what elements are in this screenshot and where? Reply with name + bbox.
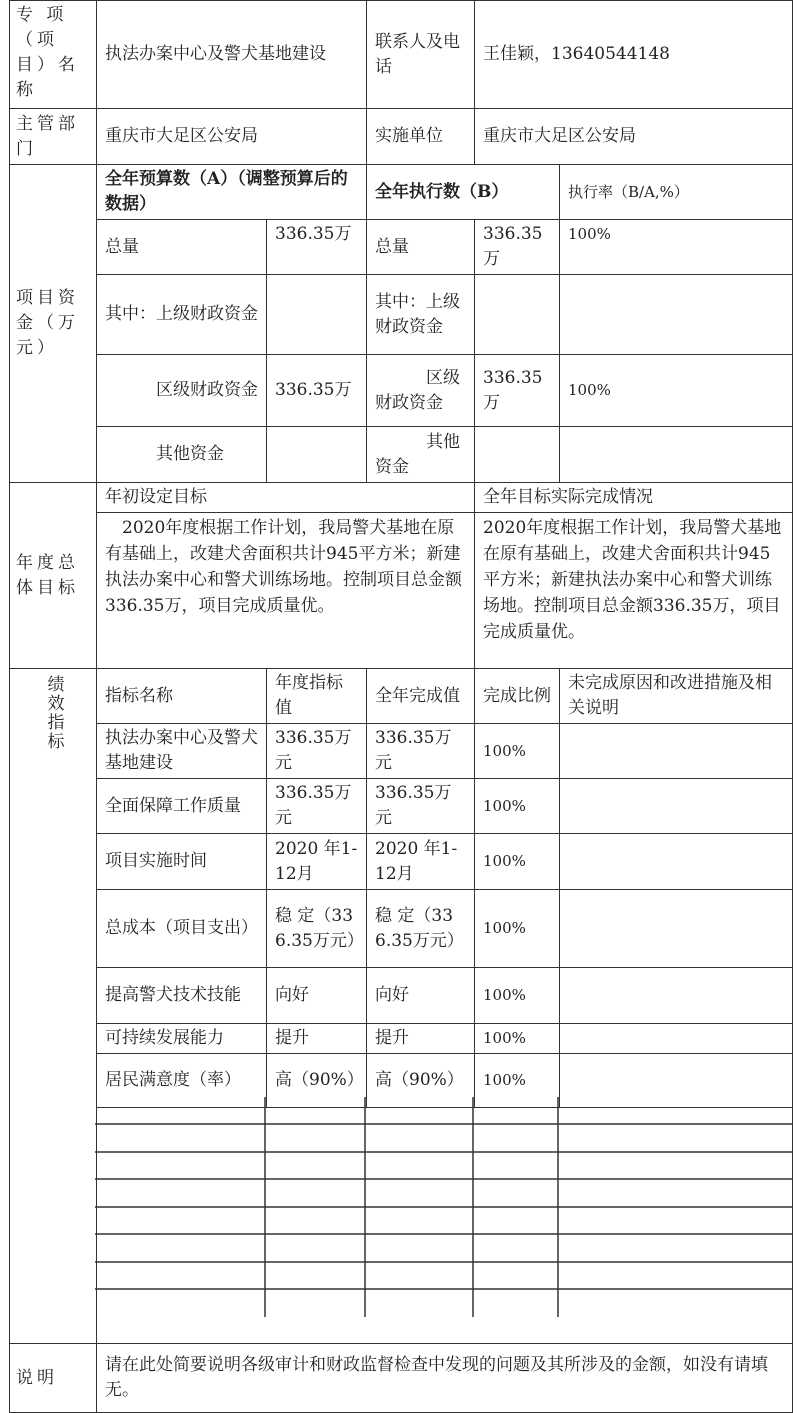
funds-upper-a [267, 275, 367, 355]
ind-row-6-name: 可持续发展能力 [97, 1024, 267, 1054]
ind-row-7-ratio: 100% [475, 1054, 560, 1108]
exec-header: 全年执行数（B） [367, 165, 560, 220]
ind-row-3-name: 项目实施时间 [97, 834, 267, 890]
ind-header-target: 年度指标值 [267, 669, 367, 724]
contact-label: 联系人及电话 [367, 1, 475, 109]
funds-district-label-b: 区级财政资金 [367, 355, 475, 427]
ind-row-6-ratio: 100% [475, 1024, 560, 1054]
funds-upper-label-a: 其中：上级财政资金 [97, 275, 267, 355]
ind-header-name: 指标名称 [97, 669, 267, 724]
project-name-value: 执法办案中心及警犬基地建设 [97, 1, 367, 109]
ind-row-4-note [560, 890, 793, 968]
goals-label: 年度总体目标 [10, 483, 97, 669]
funds-label: 项目资金（万元） [10, 165, 97, 483]
ind-row-4-actual: 稳 定（336.35万元） [367, 890, 475, 968]
ind-row-2-ratio: 100% [475, 779, 560, 834]
ind-header-note: 未完成原因和改进措施及相关说明 [560, 669, 793, 724]
ind-row-5-target: 向好 [267, 968, 367, 1024]
ind-row-3-target: 2020 年1-12月 [267, 834, 367, 890]
ind-row-1-note [560, 724, 793, 779]
ind-row-6-target: 提升 [267, 1024, 367, 1054]
funds-upper-b [475, 275, 560, 355]
dept-value: 重庆市大足区公安局 [97, 109, 367, 165]
funds-total-label-a: 总量 [97, 220, 267, 275]
ind-row-5-ratio: 100% [475, 968, 560, 1024]
goals-set-text: 2020年度根据工作计划，我局警犬基地在原有基础上，改建犬舍面积共计945平方米；新建执法办案中心和警犬训练场地。控制项目总金额336.35万，项目完成质量优。 [97, 513, 475, 669]
funds-other-b [475, 427, 560, 483]
funds-district-rate: 100% [560, 355, 793, 427]
goals-actual-text: 2020年度根据工作计划，我局警犬基地在原有基础上，改建犬舍面积共计945平方米；新建执法办案中心和警犬训练场地。控制项目总金额336.35万，项目完成质量优。 [475, 513, 793, 669]
ind-row-5-name: 提高警犬技术技能 [97, 968, 267, 1024]
ind-row-3-actual: 2020 年1-12月 [367, 834, 475, 890]
remark-label: 说明 [10, 1344, 97, 1413]
budget-header: 全年预算数（A）（调整预算后的数据） [97, 165, 367, 220]
ind-row-1-actual: 336.35万元 [367, 724, 475, 779]
ind-row-4-target: 稳 定（336.35万元） [267, 890, 367, 968]
ind-row-7-target: 高（90%） [267, 1054, 367, 1108]
remark-text: 请在此处简要说明各级审计和财政监督检查中发现的问题及其所涉及的金额，如没有请填无。 [97, 1344, 793, 1413]
funds-upper-label-b: 其中：上级财政资金 [367, 275, 475, 355]
funds-other-label-b: 其他资金 [367, 427, 475, 483]
ind-row-4-ratio: 100% [475, 890, 560, 968]
funds-other-rate [560, 427, 793, 483]
ind-row-3-ratio: 100% [475, 834, 560, 890]
funds-total-label-b: 总量 [367, 220, 475, 275]
ind-row-5-note [560, 968, 793, 1024]
ind-row-2-name: 全面保障工作质量 [97, 779, 267, 834]
ind-row-3-note [560, 834, 793, 890]
project-name-label: 专 项（项目）名称 [10, 1, 97, 109]
ind-row-1-ratio: 100% [475, 724, 560, 779]
funds-upper-rate [560, 275, 793, 355]
dept-label: 主管部门 [10, 109, 97, 165]
performance-form [9, 0, 792, 1400]
ind-row-1-target: 336.35万元 [267, 724, 367, 779]
funds-district-a: 336.35万 [267, 355, 367, 427]
funds-other-a [267, 427, 367, 483]
funds-total-rate: 100% [560, 220, 793, 275]
ind-row-2-target: 336.35万元 [267, 779, 367, 834]
goals-set-header: 年初设定目标 [97, 483, 475, 513]
ind-row-6-note [560, 1024, 793, 1054]
funds-other-label-a: 其他资金 [97, 427, 267, 483]
ind-row-6-actual: 提升 [367, 1024, 475, 1054]
ind-header-ratio: 完成比例 [475, 669, 560, 724]
goals-actual-header: 全年目标实际完成情况 [475, 483, 793, 513]
impl-label: 实施单位 [367, 109, 475, 165]
funds-district-b: 336.35万 [475, 355, 560, 427]
indicators-label: 绩效指标 [43, 675, 64, 751]
ind-row-1-name: 执法办案中心及警犬基地建设 [97, 724, 267, 779]
funds-district-label-a: 区级财政资金 [97, 355, 267, 427]
ind-header-actual: 全年完成值 [367, 669, 475, 724]
impl-value: 重庆市大足区公安局 [475, 109, 793, 165]
blank-row-grid [95, 1097, 792, 1317]
contact-value: 王佳颖，13640544148 [475, 1, 793, 109]
funds-total-b: 336.35万 [475, 220, 560, 275]
ind-row-7-actual: 高（90%） [367, 1054, 475, 1108]
ind-row-2-note [560, 779, 793, 834]
ind-row-2-actual: 336.35万元 [367, 779, 475, 834]
ind-row-7-name: 居民满意度（率） [97, 1054, 267, 1108]
funds-total-a: 336.35万 [267, 220, 367, 275]
rate-header: 执行率（B/A,%） [560, 165, 793, 220]
ind-row-4-name: 总成本（项目支出） [97, 890, 267, 968]
ind-row-5-actual: 向好 [367, 968, 475, 1024]
